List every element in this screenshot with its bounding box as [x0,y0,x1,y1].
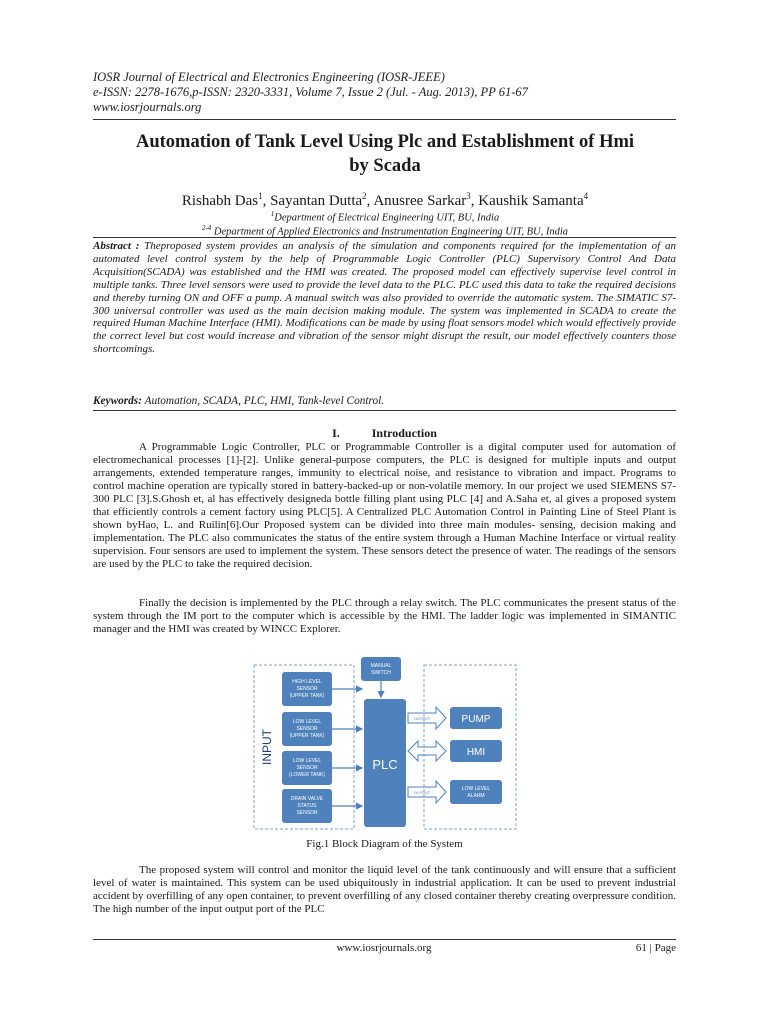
svg-text:(UPPER TANK): (UPPER TANK) [289,733,325,739]
svg-text:OUTPUT: OUTPUT [413,790,431,795]
title-line-2: by Scada [349,156,421,176]
keywords [93,395,676,408]
svg-text:SWITCH: SWITCH [371,670,391,676]
author-affil-mark: 4 [583,191,589,201]
svg-text:(UPPER TANK): (UPPER TANK) [289,693,325,699]
svg-text:ALARM: ALARM [467,793,485,799]
svg-text:OUTPUT: OUTPUT [413,716,431,721]
keywords-label: Keywords: [93,395,142,407]
svg-text:(LOWER TANK): (LOWER TANK) [289,772,325,778]
low-level-alarm-box [450,780,502,804]
svg-text:SENSOR: SENSOR [296,810,318,816]
journal-url[interactable]: www.iosrjournals.org [93,100,202,114]
journal-header [93,70,528,115]
svg-text:LOW LEVEL: LOW LEVEL [292,758,322,764]
svg-text:HMI: HMI [466,747,486,758]
author-affil-mark: 2 [362,191,367,201]
paper-title [95,130,675,178]
figure-caption: Fig.1 Block Diagram of the System [306,838,463,850]
sensor-low-level-lower [282,751,332,785]
svg-text:LOW LEVEL: LOW LEVEL [461,786,491,792]
abstract-text: Theproposed system provides an analysis of the simulation and components required for the implementation of an automated level control system by the help of Programmable Logic Controller (PLC) Supervisory Control And Data Acquisition(SCADA) was established and the HMI was created. The proposed model can effectively supervise level control in multiple tanks. Three level sensors were used to provide the level data to the PLC. PLC used this data to take the required decisions and thereby turning ON and OFF a pump. A manual switch was also provided to override the automatic system. The SIMATIC S7-300 universal controller was used as the main decision making module. The system was implemented in SCADA to create the required Human Machine Interface (HMI). Modifications can be made by using float sensors model which would effectively provide the correct level but cost would increase and vibration of the sensor might disrupt the result, our model effectively counters those shortcomings. [93,240,676,356]
manual-switch-box [361,657,401,681]
output-arrow-alarm [408,781,446,803]
page-number: 61 | Page [635,942,676,954]
footer-url[interactable]: www.iosrjournals.org [336,942,432,954]
svg-text:MANUAL: MANUAL [370,663,392,669]
author-affil-mark: 1 [258,191,263,201]
paragraph: The proposed system will control and monitor the liquid level of the tank continuously and will ensure that a sufficient level of water is maintained. This system can be used ubiquitously in industrial application. It can be used to prevent industrial accident by overfilling of any open container, to prevent overfilling of any closed container thereby creating overpressure condition. The high number of the input output port of the PLC [93,864,676,915]
svg-text:STATUS: STATUS [297,803,317,809]
author-name: Anusree Sarkar [373,193,467,209]
hmi-double-arrow [408,741,446,761]
abstract [93,240,676,356]
section-heading [93,426,676,441]
hmi-box [450,740,502,762]
section-title: Introduction [371,426,437,440]
paragraph: Finally the decision is implemented by the PLC through a relay switch. The PLC communicates the present status of the system through the IM port to the computer which is accessible by the HMI. The ladder logic was implemented in SIMANTIC manager and the HMI was created by WINCC Explorer. [93,597,676,635]
svg-text:PLC: PLC [372,757,398,772]
svg-text:SENSOR: SENSOR [296,765,318,771]
abstract-bottom-divider [93,410,676,411]
author-name: Sayantan Dutta [270,193,363,209]
keywords-text: Automation, SCADA, PLC, HMI, Tank-level Control. [141,395,385,407]
author-name: Kaushik Samanta [478,193,584,209]
svg-text:DRAIN VALVE: DRAIN VALVE [290,796,324,802]
sensor-drain-valve [282,789,332,823]
svg-text:HIGH LEVEL: HIGH LEVEL [292,679,322,685]
affiliation-2: $^{2-4}$ Department of Applied Electronics and Instrumentation Engineering UIT, BU, India [201,224,569,238]
input-label: INPUT [260,729,274,765]
footer-divider [93,939,676,940]
author-affil-mark: 3 [466,191,471,201]
sensor-high-level-upper [282,672,332,706]
abstract-top-divider [93,237,676,238]
header-divider [93,119,676,120]
author-name: Rishabh Das [181,193,259,209]
pump-box [450,707,502,729]
journal-issn: e-ISSN: 2278-1676,p-ISSN: 2320-3331, Volume 7, Issue 2 (Jul. - Aug. 2013), PP 61-67 [93,85,528,99]
section-number: I. [332,426,340,440]
svg-text:SENSOR: SENSOR [296,726,318,732]
block-diagram [248,655,520,831]
journal-name: IOSR Journal of Electrical and Electronics Engineering (IOSR-JEEE) [93,70,445,84]
sensor-low-level-upper [282,712,332,746]
title-line-1: Automation of Tank Level Using Plc and Establishment of Hmi [135,132,635,152]
svg-text:LOW LEVEL: LOW LEVEL [292,719,322,725]
svg-text:SENSOR: SENSOR [296,686,318,692]
paragraph: A Programmable Logic Controller, PLC or Programmable Controller is a digital computer used for automation of electromechanical processes [1]-[2]. Unlike general-purpose computers, the PLC is designed for multiple inputs and output arrangements, extended temperature ranges, immunity to electrical noise, and resistance to vibration and impact. Programs to control machine operation are typically stored in battery-backed-up or non-volatile memory. In our project we used SIEMENS S7- 300 PLC [3].S.Ghosh et, al has effectively designeda bottle filling plant using PLC [4] and A.Saha et, al gives a proposed system that efficiently controls a cement factory using PLC[5]. A Centralized PLC Automation Control in Painting Line of Steel Plant is shown byHao, L. and Ruilin[6].Our Proposed system can be divided into three main modules- sensing, decision making and implementation. The PLC also communicates the status of the entire system through a Human Machine Interface or virtual reality supervision. Four sensors are used to implement the system. These sensors detect the presence of water. The readings of the sensors are used by the PLC to take the required decision. [93,441,676,570]
svg-text:PUMP: PUMP [461,714,491,725]
abstract-label: Abstract : [93,240,140,252]
plc-box [364,699,406,827]
author-list: Rishabh Das$^1$, Sayantan Dutta$^2$, Anusree Sarkar$^3$, Kaushik Samanta$^4$ [181,191,589,209]
affiliation-1: $^1$Department of Electrical Engineering UIT, BU, India [270,210,500,224]
output-arrow-pump [408,707,446,729]
